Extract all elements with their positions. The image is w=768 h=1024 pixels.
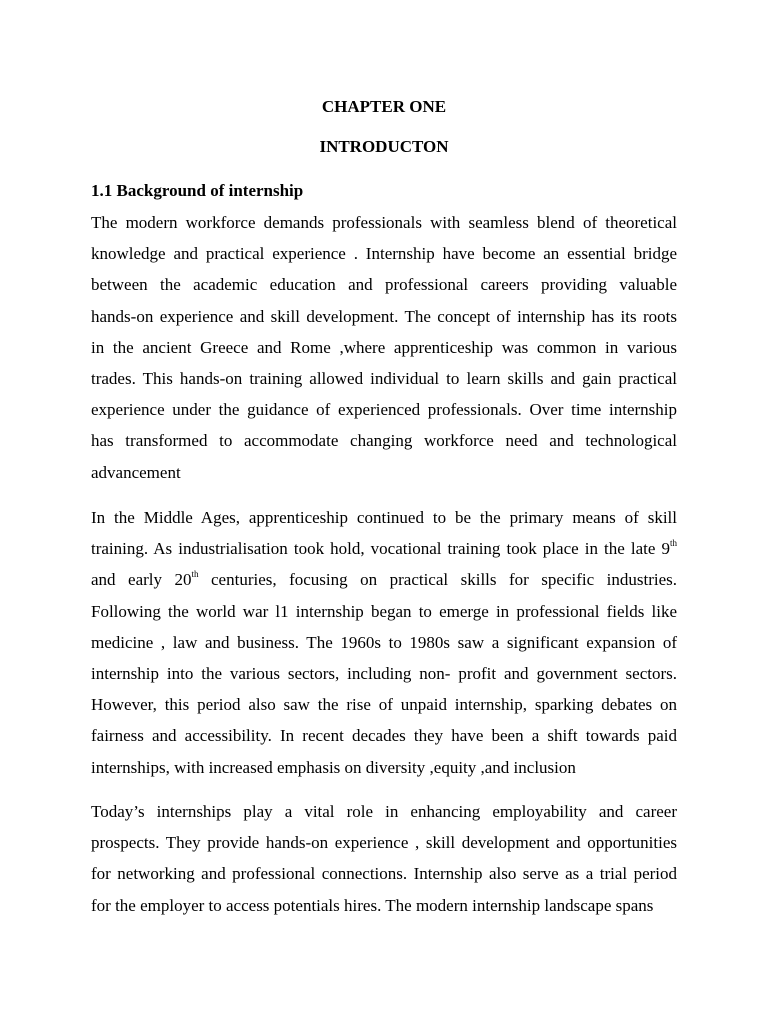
paragraph-line <box>91 533 677 564</box>
line-text: and early 20 <box>91 570 192 590</box>
chapter-title: INTRODUCTON <box>319 137 449 156</box>
paragraph-line <box>91 564 677 595</box>
ordinal-superscript: th <box>669 538 677 549</box>
paragraph-line: The modern workforce demands professionals with seamless blend of theoretical <box>91 213 677 232</box>
paragraph-line: However, this period also saw the rise of unpaid internship, sparking debates on <box>91 695 677 715</box>
paragraph-line: has transformed to accommodate changing workforce need and technological <box>91 431 677 451</box>
paragraph-line: knowledge and practical experience . Internship have become an essential bridge <box>91 244 677 264</box>
paragraph-line: in the ancient Greece and Rome ,where apprenticeship was common in various <box>91 337 677 357</box>
paragraph-line: prospects. They provide hands-on experience , skill development and opportunities <box>91 833 677 853</box>
line-text: training. As industrialisation took hold, vocational training took place in the late 9 <box>91 539 670 559</box>
paragraph-line: for the employer to access potentials hires. The modern internship landscape spans <box>91 895 654 915</box>
paragraph-line: internships, with increased emphasis on diversity ,equity ,and inclusion <box>91 757 576 777</box>
paragraph-todays-internships <box>91 796 677 921</box>
paragraph-line: Today’s internships play a vital role in enhancing employability and career <box>91 802 677 821</box>
paragraph-middle-ages <box>91 502 677 783</box>
paragraph-background <box>91 207 677 488</box>
paragraph-line: Following the world war l1 internship began to emerge in professional fields like <box>91 601 677 621</box>
chapter-heading: CHAPTER ONE <box>321 97 447 116</box>
section-heading: 1.1 Background of internship <box>91 181 304 200</box>
paragraph-line: for networking and professional connections. Internship also serve as a trial period <box>91 864 677 884</box>
line-text: centuries, focusing on practical skills for specific industries. <box>198 570 677 590</box>
ordinal-superscript: th <box>191 569 199 580</box>
paragraph-line: between the academic education and professional careers providing valuable <box>91 275 677 295</box>
paragraph-line: experience under the guidance of experienced professionals. Over time internship <box>91 400 677 420</box>
paragraph-line: In the Middle Ages, apprenticeship continued to be the primary means of skill <box>91 508 677 527</box>
paragraph-line: advancement <box>91 462 181 482</box>
paragraph-line: hands-on experience and skill development. The concept of internship has its roots <box>91 306 677 326</box>
paragraph-line: trades. This hands-on training allowed individual to learn skills and gain practical <box>91 368 677 388</box>
paragraph-line: fairness and accessibility. In recent decades they have been a shift towards paid <box>91 726 677 746</box>
paragraph-line: medicine , law and business. The 1960s to 1980s saw a significant expansion of <box>91 632 677 652</box>
paragraph-line: internship into the various sectors, including non- profit and government sectors. <box>91 663 677 683</box>
